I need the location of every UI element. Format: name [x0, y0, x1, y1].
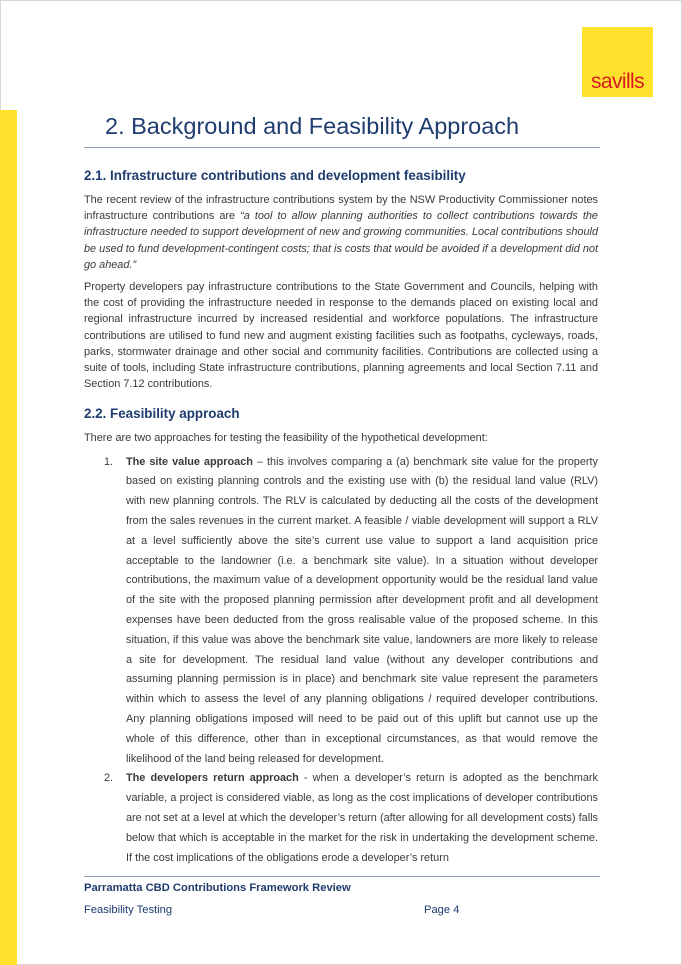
list-item-number: 1.	[104, 455, 114, 468]
footer-report-title: Parramatta CBD Contributions Framework Review	[84, 882, 351, 894]
paragraph-developer-contributions: Property developers pay infrastructure contributions to the State Government and Councils, helping with the cost of providing the infrastructure needed in response to the demands placed on existing local and regional infrastructure incurred by increased residential and workforce populations. The infrastructure contributions are utilised to fund new and augment existing facilities such as footpaths, cycleways, roads, parks, stormwater drainage and other social and community facilities. Contributions are collected using a suite of tools, including State infrastructure contributions, planning agreements and local Section 7.11 and Section 7.12 contributions.	[84, 281, 598, 391]
page-number: Page 4	[424, 904, 460, 916]
list-item-text: - when a developer’s return is adopted as the benchmark variable, a project is considered viable, as long as the cost implications of developer contributions are not set at a level at which the developer’s return (after allowing for all development costs) falls below that which is acceptable in the market for the risk in undertaking the development scheme. If the cost implications of the obligations erode a developer’s return	[126, 772, 598, 864]
list-item	[84, 453, 598, 770]
list-item-number: 2.	[104, 772, 114, 785]
section-heading-feasibility: 2.2. Feasibility approach	[84, 406, 240, 422]
title-divider	[84, 147, 600, 148]
paragraph-review	[84, 192, 598, 273]
paragraph-review-text: The recent review of the infrastructure contributions system by the NSW Productivity Commissioner notes infrastructure contributions are	[84, 194, 598, 223]
savills-logo	[582, 27, 653, 97]
logo-text: savills	[591, 70, 644, 93]
footer-divider	[84, 876, 600, 877]
productivity-commissioner-quote: “a tool to allow planning authorities to collect contributions towards the infrastructure needed to support development of new and growing communities. Local contributions should be used to fund development-contingent costs; that is costs that would be avoided if a development did not go ahead.”	[84, 210, 599, 271]
brand-side-bar	[0, 110, 17, 965]
section-heading-infrastructure: 2.1. Infrastructure contributions and development feasibility	[84, 168, 466, 183]
list-item-text: – this involves comparing a (a) benchmark site value for the property based on existing planning controls and the existing use with (b) the residual land value (RLV) with new planning controls. The RLV is calculated by deducting all the costs of the development from the sales revenues in the current market. A feasible / viable development will support a RLV at a level sufficiently above the site’s current use value to support a land acquisition price acceptable to the landowner (i.e. a benchmark site value). In a situation without developer contributions, the maximum value of a development opportunity would be the residual land value of the site with the proposed planning permission after development profit and all development expenses have been deducted from the gross realisable value of the proposed scheme. In this situation, if this value was above the benchmark site value, landowners are more likely to release a site for development. The residual land value (without any developer contributions and assuming planning permission is in place) and benchmark site value represent the parameters within which to assess the level of any planning obligations / required developer contributions. Any planning obligations imposed will need to be paid out of this uplift but cannot use up the whole of this difference, other than in exceptional circumstances, as that would remove the likelihood of the land being released for development.	[126, 455, 598, 765]
page-title: 2. Background and Feasibility Approach	[105, 113, 520, 139]
list-item-label: The developers return approach	[126, 772, 299, 785]
footer-subtitle: Feasibility Testing	[84, 904, 173, 916]
approaches-list	[84, 453, 598, 869]
list-item	[84, 769, 598, 868]
document-body	[84, 167, 598, 868]
list-item-label: The site value approach	[126, 455, 253, 468]
paragraph-approaches-intro: There are two approaches for testing the feasibility of the hypothetical development:	[84, 432, 488, 445]
